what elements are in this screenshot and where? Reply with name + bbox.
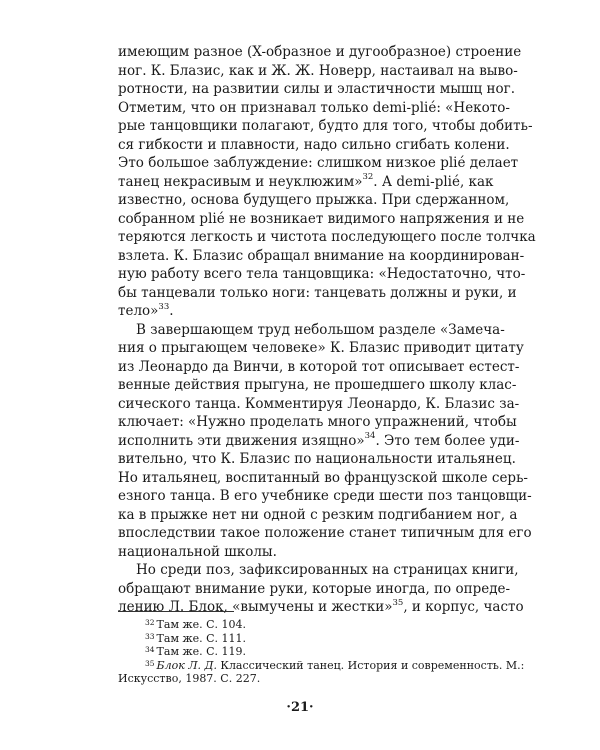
footnote xyxy=(118,632,488,646)
text-line: теряются легкость и чистота последующего после толчка xyxy=(118,229,536,245)
footnote-continuation: Искусство, 1987. С. 227. xyxy=(118,672,261,685)
text-line: имеющим разное (X-образное и дугообразное) строение xyxy=(118,44,522,60)
text-line: рые танцовщики полагают, будто для того, чтобы добить- xyxy=(118,118,533,134)
footnote-ref[interactable]: 32 xyxy=(362,172,374,182)
footnote-text: Там же. С. 111. xyxy=(156,631,247,645)
text-fragment: исполнить эти движения изящно» xyxy=(118,432,365,449)
text-line: ния о прыгающем человеке» К. Блазис приводит цитату xyxy=(118,340,524,356)
text-line: национальной школы. xyxy=(118,543,277,560)
footnote-ref[interactable]: 34 xyxy=(364,431,376,441)
footnote xyxy=(118,658,525,673)
text-line xyxy=(118,302,488,321)
text-line xyxy=(118,172,494,192)
text-line xyxy=(118,597,524,617)
footnote-number: 34 xyxy=(145,645,155,654)
text-fragment: , и корпус, часто xyxy=(403,599,524,615)
text-fragment: . xyxy=(169,303,174,319)
footnote xyxy=(118,645,488,659)
text-line: ся гибкости и плавности, надо сильно сгибать колени. xyxy=(118,136,510,153)
text-line: Но среди поз, зафиксированных на страницах книги, xyxy=(136,562,519,578)
footnote-text: Там же. С. 104. xyxy=(156,618,247,631)
footnote-number: 32 xyxy=(145,618,155,627)
text-line: венные действия прыгуна, не прошедшего школу клас- xyxy=(118,377,517,393)
page-number: ·21· xyxy=(286,700,314,715)
footnotes xyxy=(118,618,525,686)
text-fragment: . А demi-plié, как xyxy=(373,173,494,190)
text-fragment: . Это тем более уди- xyxy=(375,432,520,449)
text-line: ключает: «Нужно проделать много упражнений, чтобы xyxy=(118,414,517,430)
footnote-text: Классический танец. История и современность. М.: xyxy=(216,658,525,672)
text-line: взлета. К. Блазис обращал внимание на координирован- xyxy=(118,247,525,264)
footnote xyxy=(118,618,488,632)
text-line: бы танцевали только ноги: танцевать должны и руки, и xyxy=(118,284,517,301)
text-line: обращают внимание руки, которые иногда, по опреде- xyxy=(118,580,511,597)
text-line: впоследствии такое положение станет типичным для его xyxy=(118,525,532,541)
footnote-separator xyxy=(118,611,234,612)
text-fragment: тело» xyxy=(118,303,159,319)
main-text xyxy=(118,43,536,617)
footnote-text: Там же. С. 119. xyxy=(156,645,247,658)
text-line: ротности, на развитии силы и эластичности мышц ног. xyxy=(118,81,516,97)
footnote-number: 35 xyxy=(145,658,155,668)
text-line: езного танца. В его учебнике среди шести поз танцовщи- xyxy=(118,488,532,504)
text-line: сического танца. Комментируя Леонардо, К. Блазис за- xyxy=(118,395,520,412)
text-line xyxy=(118,431,520,451)
text-line: Отметим, что он признавал только demi-plié: «Некото- xyxy=(118,99,510,116)
footnote-number: 33 xyxy=(145,631,155,641)
text-line: известно, основа будущего прыжка. При сдержанном, xyxy=(118,192,510,208)
footnote-ref[interactable]: 33 xyxy=(158,301,170,312)
text-line: ка в прыжке нет ни одной с резким подгибанием ног, а xyxy=(118,506,518,523)
text-line: собранном plié не возникает видимого напряжения и не xyxy=(118,210,525,227)
text-line: Но итальянец, воспитанный во французской школе серь- xyxy=(118,469,528,486)
text-line: вительно, что К. Блазис по национальности итальянец. xyxy=(118,451,516,467)
text-fragment: танец некрасивым и неуклюжим» xyxy=(118,173,363,190)
text-line: В завершающем труд небольшом разделе «Замеча- xyxy=(136,321,505,338)
text-line: из Леонардо да Винчи, в которой тот описывает естест- xyxy=(118,358,520,375)
footnote-ref[interactable]: 35 xyxy=(392,597,404,608)
footnote-author: Блок Л. Д. xyxy=(156,658,217,672)
text-line: ную работу всего тела танцовщика: «Недостаточно, что- xyxy=(118,266,526,282)
text-line: ног. К. Блазис, как и Ж. Ж. Новерр, настаивал на выво- xyxy=(118,62,518,79)
text-line: Это большое заблуждение: слишком низкое plié делает xyxy=(118,155,519,171)
text-fragment: лению Л. Блок, «вымучены и жестки» xyxy=(118,599,393,615)
